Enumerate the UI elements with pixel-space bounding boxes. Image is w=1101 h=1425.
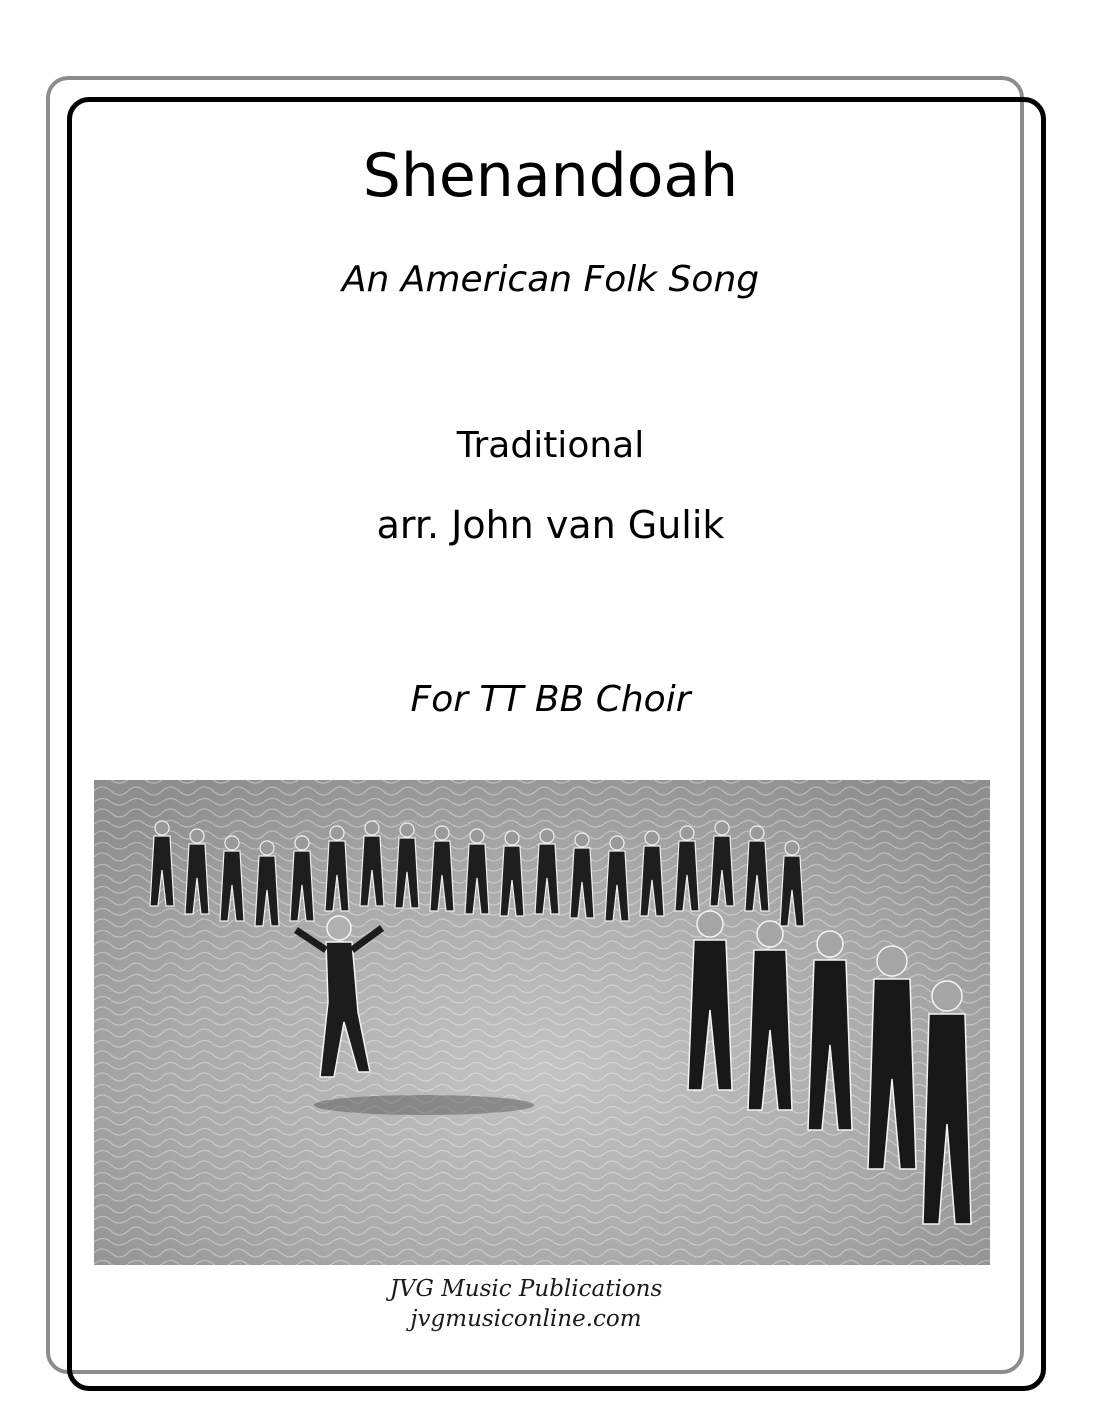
composer-credit: Traditional [456,425,645,466]
voicing-label: For TT BB Choir [410,679,691,720]
conductor-shadow [314,1095,534,1115]
publisher-website: jvgmusiconline.com [410,1306,642,1332]
publisher-name: JVG Music Publications [389,1276,663,1302]
arranger-credit: arr. John van Gulik [376,503,725,547]
choir-illustration [94,780,990,1265]
page-title: Shenandoah [362,141,739,211]
subtitle: An American Folk Song [341,259,760,300]
